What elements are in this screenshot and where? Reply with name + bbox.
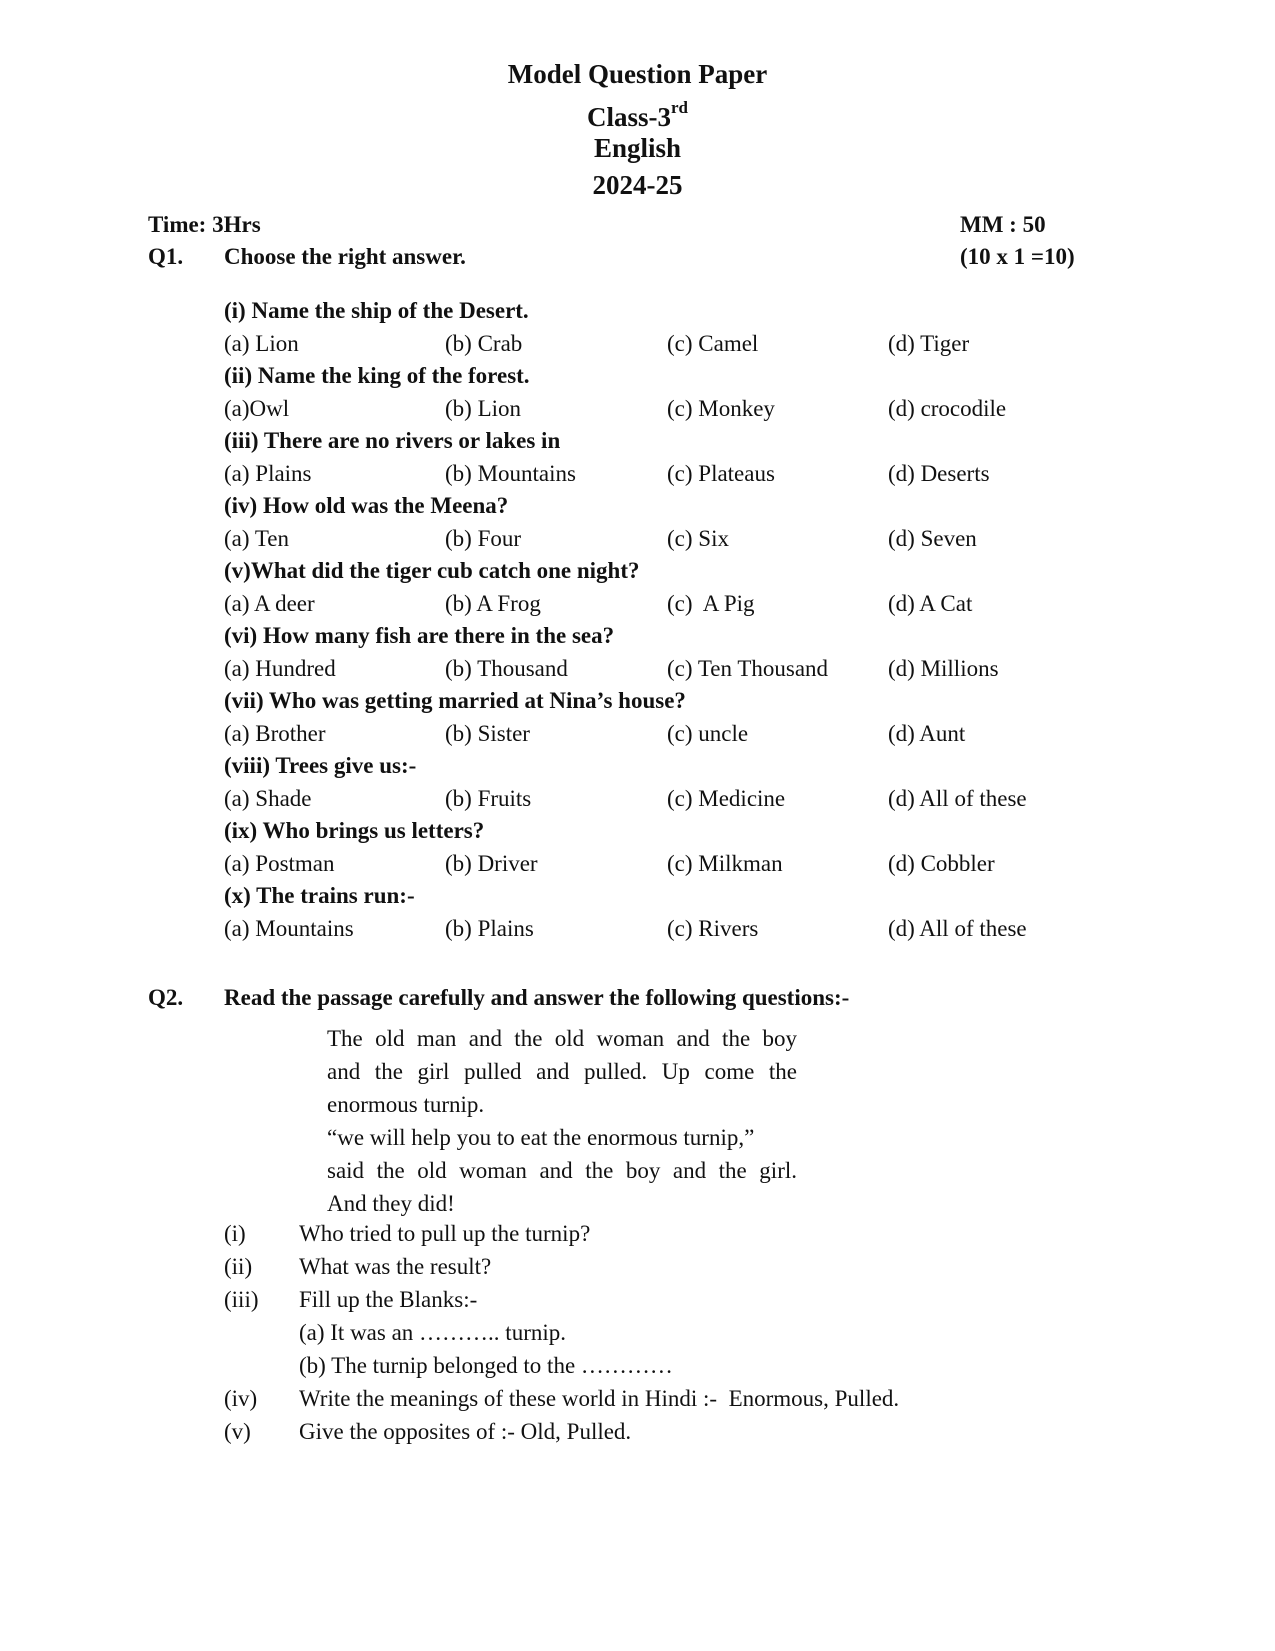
subquestion-text: Write the meanings of these world in Hindi :- Enormous, Pulled. (299, 1386, 900, 1411)
option-d: (d) Aunt (888, 721, 966, 746)
q1-number: Q1. (148, 244, 184, 269)
option-d: (d) A Cat (888, 591, 973, 616)
max-marks-label: MM : 50 (960, 212, 1046, 237)
subquestion-number: (i) (224, 1221, 246, 1246)
passage-line: said the old woman and the boy and the girl. (327, 1158, 797, 1183)
option-a: (a) A deer (224, 591, 315, 616)
subquestion-number: (iii) (224, 1287, 259, 1312)
option-a: (a) Postman (224, 851, 335, 876)
q1-marks: (10 x 1 =10) (960, 244, 1075, 269)
option-a: (a) Lion (224, 331, 299, 356)
option-b: (b) Lion (445, 396, 522, 421)
subject-label: English (593, 133, 682, 163)
passage-line: The old man and the old woman and the boy (327, 1026, 797, 1051)
session-label: 2024-25 (592, 170, 683, 200)
time-label: Time: 3Hrs (148, 212, 261, 237)
subquestion-number: (v) (224, 1419, 251, 1444)
class-label (0, 95, 1275, 133)
q1-question: (v)What did the tiger cub catch one night? (224, 558, 640, 583)
option-a: (a) Hundred (224, 656, 336, 681)
option-b: (b) Mountains (445, 461, 576, 486)
passage-line: “we will help you to eat the enormous turnip,” (327, 1125, 755, 1150)
option-d: (d) Cobbler (888, 851, 995, 876)
option-d: (d) Deserts (888, 461, 990, 486)
option-d: (d) crocodile (888, 396, 1007, 421)
option-b: (b) Crab (445, 331, 523, 356)
subquestion-text: What was the result? (299, 1254, 492, 1279)
option-b: (b) Sister (445, 721, 530, 746)
option-a: (a) Mountains (224, 916, 354, 941)
option-c: (c) Rivers (667, 916, 759, 941)
q1-question: (ii) Name the king of the forest. (224, 363, 530, 388)
q2-number: Q2. (148, 985, 184, 1010)
option-c: (c) uncle (667, 721, 749, 746)
class-suffix: rd (671, 98, 688, 117)
q1-question: (iii) There are no rivers or lakes in (224, 428, 561, 453)
option-c: (c) Ten Thousand (667, 656, 829, 681)
blank-item: (b) The turnip belonged to the ………… (299, 1353, 673, 1378)
option-b: (b) Fruits (445, 786, 532, 811)
subquestion-text: Who tried to pull up the turnip? (299, 1221, 591, 1246)
passage-line: enormous turnip. (327, 1092, 485, 1117)
option-b: (b) Thousand (445, 656, 568, 681)
option-c: (c) Medicine (667, 786, 786, 811)
option-c: (c) A Pig (667, 591, 755, 616)
option-b: (b) Four (445, 526, 522, 551)
passage-line: and the girl pulled and pulled. Up come the (327, 1059, 797, 1084)
option-a: (a) Shade (224, 786, 312, 811)
blank-item: (a) It was an ……….. turnip. (299, 1320, 566, 1345)
q1-question: (vii) Who was getting married at Nina’s house? (224, 688, 686, 713)
option-c: (c) Milkman (667, 851, 783, 876)
subquestion-text: Fill up the Blanks:- (299, 1287, 478, 1312)
q1-question: (x) The trains run:- (224, 883, 415, 908)
option-c: (c) Camel (667, 331, 759, 356)
option-b: (b) A Frog (445, 591, 541, 616)
option-a: (a)Owl (224, 396, 290, 421)
q1-question: (i) Name the ship of the Desert. (224, 298, 529, 323)
option-d: (d) All of these (888, 916, 1027, 941)
q1-question: (viii) Trees give us:- (224, 753, 417, 778)
option-c: (c) Plateaus (667, 461, 775, 486)
option-d: (d) All of these (888, 786, 1027, 811)
option-a: (a) Brother (224, 721, 326, 746)
option-d: (d) Seven (888, 526, 977, 551)
subquestion-number: (ii) (224, 1254, 253, 1279)
subquestion-text: Give the opposites of :- Old, Pulled. (299, 1419, 632, 1444)
option-d: (d) Tiger (888, 331, 970, 356)
option-c: (c) Six (667, 526, 729, 551)
reading-passage (327, 1022, 797, 1220)
paper-title: Model Question Paper (507, 59, 768, 89)
option-c: (c) Monkey (667, 396, 775, 421)
q1-question: (iv) How old was the Meena? (224, 493, 509, 518)
option-a: (a) Ten (224, 526, 290, 551)
passage-line: And they did! (327, 1191, 455, 1216)
q1-instruction: Choose the right answer. (224, 244, 466, 269)
q1-question: (ix) Who brings us letters? (224, 818, 485, 843)
option-a: (a) Plains (224, 461, 312, 486)
option-b: (b) Plains (445, 916, 534, 941)
class-prefix: Class-3 (586, 102, 671, 132)
option-d: (d) Millions (888, 656, 999, 681)
subquestion-number: (iv) (224, 1386, 258, 1411)
option-b: (b) Driver (445, 851, 538, 876)
q2-instruction: Read the passage carefully and answer the following questions:- (224, 985, 850, 1010)
q1-question: (vi) How many fish are there in the sea? (224, 623, 615, 648)
